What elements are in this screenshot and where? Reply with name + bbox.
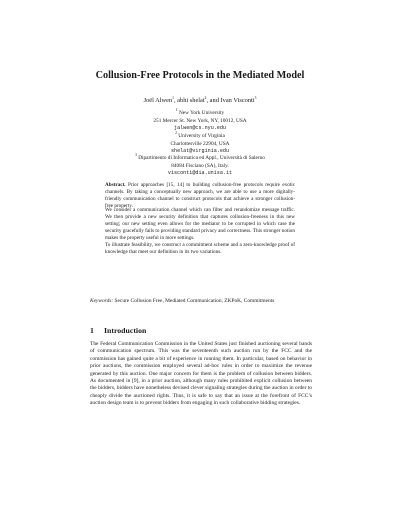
affiliation-2: $^2$ University of Virginia Charlottesville 22904, USA shelat@virginia.edu <box>60 133 340 156</box>
abstract-label: Abstract. <box>105 182 126 188</box>
email-1[interactable]: jalwen@cs.nyu.edu <box>174 125 226 132</box>
paper-title: Collusion-Free Protocols in the Mediated Model <box>95 70 305 81</box>
keywords: Keywords: Secure Collusion Free, Mediated Communication, ZKPoK, Commitments <box>90 298 275 304</box>
abstract-paragraph-2: We consider a communication channel which can filter and rerandomize message traffic. We then provide a new security definition that captures collusion-freeness in this new setting; our new setting even allows for the mediator to be corrupted in which case the security gracefully fails to providing standard privacy and correctness. This stronger notion makes the property useful in more settings. <box>105 207 295 241</box>
affiliation-3: $^3$ Dipartimento di Informatica ed Appl., Università di Salerno 84084 Fisciano (SA), Italy. visconti@dia.unisa.it <box>60 155 340 178</box>
author-list: Joël Alwen$^1$, abhi shelat$^2$, and Ivan Visconti$^3$ <box>143 95 257 104</box>
email-2[interactable]: shelat@virginia.edu <box>170 148 230 155</box>
email-3[interactable]: visconti@dia.unisa.it <box>167 170 233 177</box>
affiliation-1: $^1$ New York University 251 Mercer St. New York, NY, 10012, USA jalwen@cs.nyu.edu <box>60 110 340 133</box>
abstract-paragraph-1: Abstract. Prior approaches [15, 14] to building collusion-free protocols require exotic channels. By taking a conceptually new approach, we are able to use a more digitally-friendly communication channel to construct protocols that achieve a stronger collusion-free property. <box>105 182 295 209</box>
section-heading: 1 Introduction <box>90 326 147 335</box>
intro-paragraph: The Federal Communication Commission in the United States just finished auctioning several bands of communication spectrum. This was the seventeenth such auction run by the FCC and the commission has gained quite a bit of experience in running them. In particular, based on behavior in prior auctions, the commission employed several ad-hoc rules in order to maximize the revenue generated by this auction. One major concern for them is the problem of collusion between bidders. As documented in [9], in a prior auction, although many rules prohibited explicit collusion between the bidders, bidders have nonetheless devised clever signaling strategies during the auction in order to cheaply divide the auctioned rights. Thus, it is safe to say that an issue at the forefront of FCC’s auction design team is to prevent bidders from engaging in such collaborative bidding strategies. <box>90 341 312 407</box>
keywords-label: Keywords: <box>90 298 114 304</box>
abstract-paragraph-3: To illustrate feasibility, we construct a commitment scheme and a zero-knowledge proof of knowledge that meet our definition in its two variations. <box>105 242 295 255</box>
